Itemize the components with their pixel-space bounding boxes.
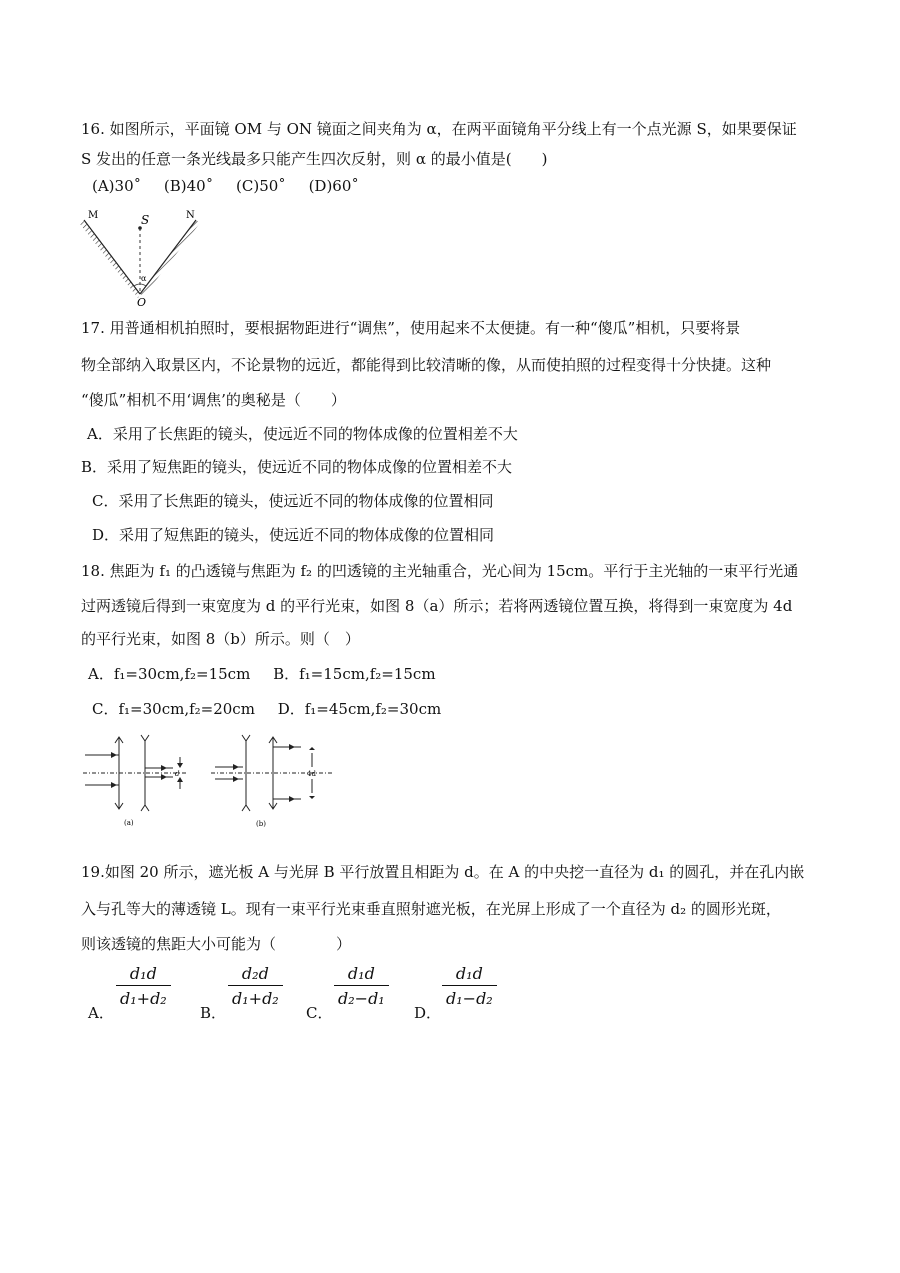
label-m: M	[88, 210, 99, 221]
fraction-denominator: d₁−d₂	[446, 989, 493, 1008]
q19-text-line1: 19.如图 20 所示，遮光板 A 与光屏 B 平行放置且相距为 d。在 A 的中央挖一直径为 d₁ 的圆孔，并在孔内嵌	[81, 863, 805, 881]
fraction-numerator: d₁d	[116, 964, 171, 986]
fraction-numerator: d₂d	[228, 964, 283, 986]
q18-lens-figure	[83, 733, 333, 833]
q17-option-a: A．采用了长焦距的镜头，使远近不同的物体成像的位置相差不大	[87, 425, 518, 443]
q16-options	[92, 176, 359, 196]
q19-option-d-label: D．	[414, 1004, 442, 1022]
q16-option-b: (B)40˚	[163, 177, 214, 195]
q19-option-b-fraction	[228, 964, 283, 1008]
q18-option-a: A．f₁=30cm,f₂=15cm	[88, 665, 251, 683]
q17-text-line1: 17. 用普通相机拍照时，要根据物距进行“调焦”，使用起来不太便捷。有一种“傻瓜”相机，只要将景	[81, 319, 741, 337]
mirror-on	[140, 220, 200, 297]
fraction-denominator: d₁+d₂	[232, 989, 279, 1008]
q16-option-d: (D)60˚	[308, 177, 359, 195]
label-fig-a: (a)	[124, 819, 134, 827]
q17-option-c: C．采用了长焦距的镜头，使远近不同的物体成像的位置相同	[92, 492, 494, 510]
q17-text-line3: “傻瓜”相机不用‘调焦’的奥秘是（ ）	[81, 391, 346, 409]
label-s: S	[141, 213, 150, 227]
q19-option-b-label: B．	[200, 1004, 227, 1022]
q18-text-line2: 过两透镜后得到一束宽度为 d 的平行光束，如图 8（a）所示；若将两透镜位置互换，将得到一束宽度为 4d	[81, 597, 793, 615]
q18-option-d: D．f₁=45cm,f₂=30cm	[277, 700, 442, 718]
mirror-om	[80, 220, 140, 298]
q17-text-line2: 物全部纳入取景区内，不论景物的远近，都能得到比较清晰的像，从而使拍照的过程变得十分快捷。这种	[81, 356, 772, 374]
q19-option-c-label: C．	[306, 1004, 333, 1022]
q18-options-row1	[88, 664, 436, 684]
q16-text-line2: S 发出的任意一条光线最多只能产生四次反射，则 α 的最小值是( )	[81, 150, 548, 168]
q19-option-a-fraction	[116, 964, 171, 1008]
label-d: d	[175, 770, 180, 778]
label-fig-b: (b)	[256, 820, 266, 828]
fraction-numerator: d₁d	[442, 964, 497, 986]
q19-option-d-fraction	[442, 964, 497, 1008]
fraction-denominator: d₂−d₁	[338, 989, 385, 1008]
q19-text-line2: 入与孔等大的薄透镜 L。现有一束平行光束垂直照射遮光板，在光屏上形成了一个直径为 d₂ 的圆形光斑，	[81, 900, 781, 918]
q18-option-b: B．f₁=15cm,f₂=15cm	[273, 665, 436, 683]
label-4d: 4d	[307, 770, 316, 778]
label-alpha: α	[141, 274, 147, 283]
q19-text-line3: 则该透镜的焦距大小可能为（ ）	[81, 935, 352, 953]
q18-option-c: C．f₁=30cm,f₂=20cm	[92, 700, 255, 718]
fraction-denominator: d₁+d₂	[120, 989, 167, 1008]
label-n: N	[186, 210, 195, 221]
q17-option-d: D．采用了短焦距的镜头，使远近不同的物体成像的位置相同	[92, 526, 495, 544]
q16-text-line1: 16. 如图所示，平面镜 OM 与 ON 镜面之间夹角为 α，在两平面镜角平分线上有一个点光源 S，如果要保证	[81, 120, 797, 138]
q16-option-c: (C)50˚	[236, 177, 286, 195]
q16-mirror-figure	[80, 208, 195, 309]
q17-option-b: B．采用了短焦距的镜头，使远近不同的物体成像的位置相差不大	[81, 458, 513, 476]
q18-text-line3: 的平行光束，如图 8（b）所示。则（ ）	[81, 630, 360, 648]
q16-option-a: (A)30˚	[92, 177, 142, 195]
q19-option-a-label: A．	[88, 1004, 114, 1022]
q18-options-row2	[92, 699, 441, 719]
q19-option-c-fraction	[334, 964, 389, 1008]
fraction-numerator: d₁d	[334, 964, 389, 986]
q18-text-line1: 18. 焦距为 f₁ 的凸透镜与焦距为 f₂ 的凹透镜的主光轴重合，光心间为 15cm。平行于主光轴的一束平行光通	[81, 562, 799, 580]
label-o: O	[137, 296, 147, 309]
